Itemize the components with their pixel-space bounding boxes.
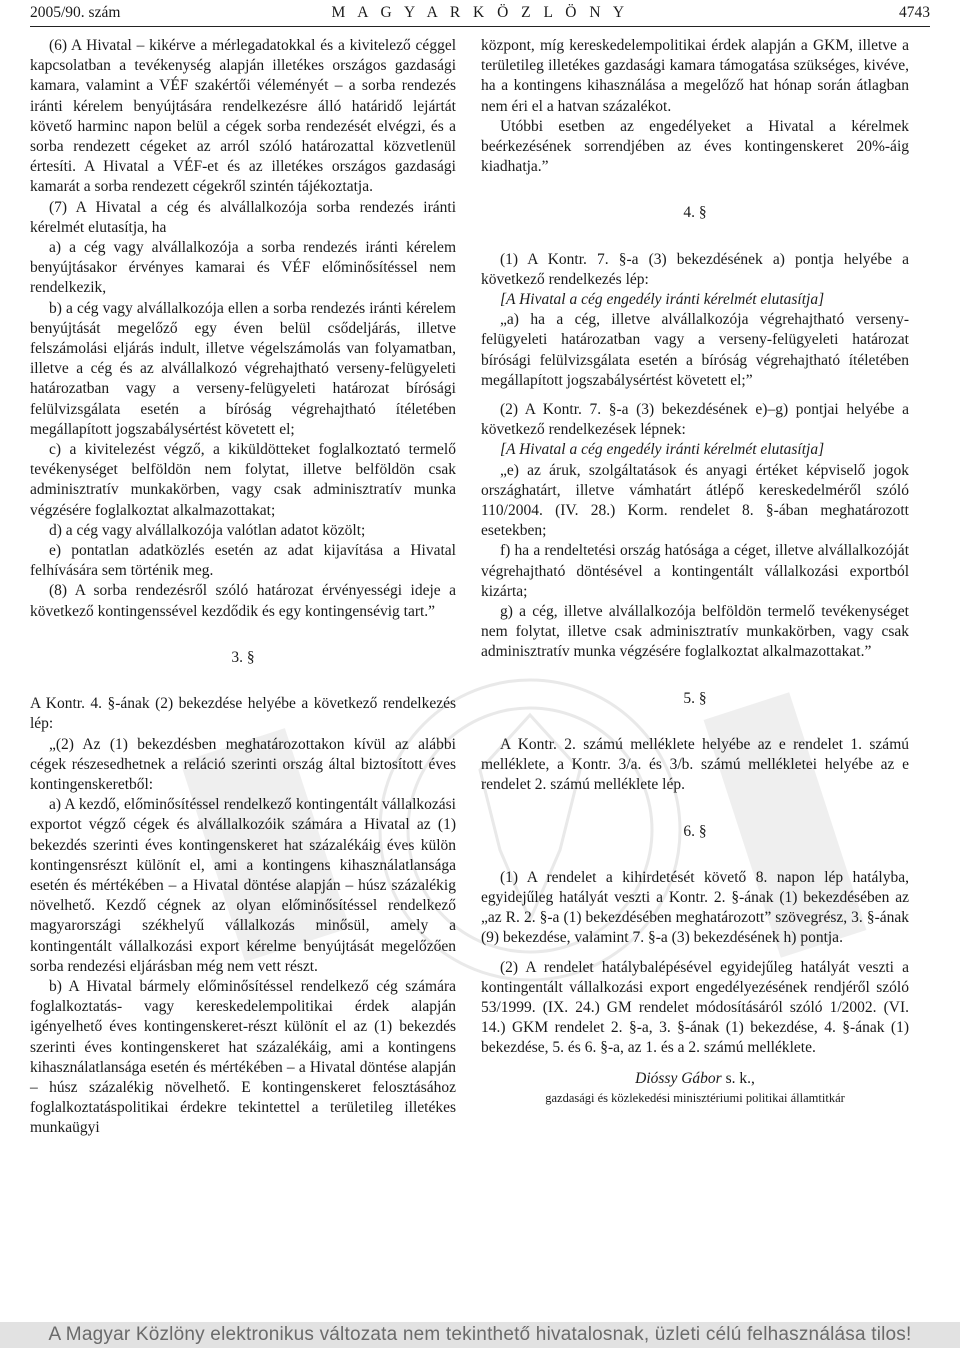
paragraph: „(2) Az (1) bekezdésben meghatározottakon kívül az alábbi cégek részesedhetnek a reláció szerinti ország által biztosított éves kontingenskeretből:	[30, 735, 456, 793]
section-heading: 4. §	[683, 204, 707, 222]
paragraph: c) a kivitelezést végző, a kiküldötteket foglalkoztató termelő tevékenységet belföldön nem folytat, illetve belföldön csak adminisztratív munkakörben, vagy csak adminisztratív munka végzésére foglalkoztat alkalmazottakat;	[30, 441, 456, 519]
issue-number: 2005/90. szám	[30, 4, 121, 21]
paragraph: a) A kezdő, előminősítéssel rendelkező kontingentált vállalkozási exportot végző cégek és alvállalkozóik számára a Hivatal az (1) bekezdés szerinti éves kontingenskeret hat százalékáig éves külön kontingensrészt különít el, ami a kontingens kihasználatlansága esetén és mértékében – a Hivatal döntése alapján – húsz százalékig növelhető. Kezdő cégnek az olyan előminősítéssel rendelkező magyarországi székhelyű vállalkozás minősül, amely a kontingentált vállalkozási export kérelme benyújtását megelőzően sorba rendezési eljárásban még nem vett részt.	[30, 796, 456, 975]
paragraph: e) pontatlan adatközlés esetén az adat kijavítása a Hivatal felhívására sem történik meg.	[30, 542, 456, 580]
paragraph: d) a cég vagy alvállalkozója valótlan adatot közölt;	[49, 521, 366, 539]
header-rule	[30, 26, 930, 27]
paragraph: A Kontr. 4. §-ának (2) bekezdése helyébe a következő rendelkezés lép:	[30, 695, 456, 733]
paragraph: „e) az áruk, szolgáltatások és anyagi értéket képviselő jogok országhatárt, illetve vámhatárt átlépő kereskedelméről szóló 110/2004. (IV. 28.) Korm. rendelet 8. §-ában meghatározott esetekben;	[481, 461, 909, 540]
paragraph: (7) A Hivatal a cég és alvállalkozója sorba rendezés iránti kérelmét elutasítja, ha	[30, 198, 456, 236]
section-heading: 5. §	[683, 689, 707, 707]
paragraph: (2) A rendelet hatálybalépésével egyidejűleg hatályát veszti a kontingentált vállalkozási export engedélyezésének rendjéről szóló 53/1999. (IX. 24.) GM rendelet módosításáról szóló 1/2002. (VI. 14.) GKM rendelet 2. §-a, 3. §-ának (1) bekezdése, 4. §-ának (1) bekezdése, 5. és 6. §-a, az 1. és a 2. számú melléklete.	[481, 958, 909, 1057]
paragraph: f) ha a rendeltetési ország hatósága a céget, illetve alvállalkozóját végrehajtható döntésével a kontingentált vállalkozási exportból kizárta;	[481, 542, 909, 600]
footer-notice: A Magyar Közlöny elektronikus változata nem tekinthető hivatalosnak, üzleti célú felhasználása tilos!	[0, 1322, 960, 1348]
signature-suffix: s. k.,	[721, 1069, 755, 1087]
section-heading: 6. §	[683, 822, 707, 840]
paragraph: b) A Hivatal bármely előminősítéssel rendelkező cég számára foglalkoztatás- vagy kereskedelempolitikai érdek alapján igényelhető éves kontingenskeret-részt különít el az (1) bekezdés szerinti éves kontingenskeret hat százalékáig, ami a kontingens kihasználatlansága esetén és mértékében – a Hivatal döntése alapján – húsz százalékig növelhető. E kontingenskeret felosztásához foglalkoztatáspolitikai érdekre tekintettel a területileg illetékes munkaügyi	[30, 977, 456, 1137]
paragraph: [A Hivatal a cég engedély iránti kérelmét elutasítja]	[500, 291, 825, 309]
paragraph: b) a cég vagy alvállalkozója ellen a sorba rendezés iránti kérelem benyújtását megelőző egy éven belül csődeljárás, illetve felszámolási eljárás indult, illetve végelszámolás van folyamatban, illetve a cég és az alvállalkozó végrehajtható verseny-felügyeleti határozatban vagy a verseny-felügyeleti határozat bírósági felülvizsgálata esetén a bíróság végrehajtható ítéletében megállapított jogszabálysértést követett el;	[30, 299, 456, 438]
paragraph: központ, míg kereskedelempolitikai érdek alapján a GKM, illetve a területileg illetékes gazdasági kamara támogatása szükséges, kivéve, ha a kontingens kihasználása a megelőző hat hónap során átlagban nem éri el a hatvan százalékot.	[481, 37, 909, 115]
section-heading: 3. §	[231, 648, 255, 666]
paragraph: Utóbbi esetben az engedélyeket a Hivatal a kérelmek beérkezésének sorrendjében az éves kontingenskeret 20%-áig kiadhatja.”	[481, 117, 909, 176]
page-header	[30, 0, 930, 26]
signatory-role: gazdasági és közlekedési minisztériumi politikai államtitkár	[545, 1090, 845, 1105]
paragraph: A Kontr. 2. számú melléklete helyébe az e rendelet 1. számú melléklete, a Kontr. 3/a. és 3/b. számú mellékletei helyébe az e rendelet 2. számú melléklete lép.	[481, 735, 909, 794]
paragraph: (6) A Hivatal – kikérve a mérlegadatokkal és a kivitelező céggel kapcsolatban a tevékenység alapján illetékes országos gazdasági kamara, valamint a VÉF szakértői véleményét – a sorba rendezés iránti kérelem benyújtására rendelkezésre álló határidő lejártát követő harminc napon belül a cégek sorba rendezését elvégzi, és a sorba rendezett cégeket az arról szóló határozattal közvetlenül értesíti. A Hivatal a VÉF-et és az illetékes országos gazdasági kamarát a sorba rendezett cégekről szintén tájékoztatja.	[30, 37, 456, 196]
paragraph: (1) A Kontr. 7. §-a (3) bekezdésének a) pontja helyébe a következő rendelkezés lép:	[481, 250, 909, 288]
right-column	[481, 36, 909, 1107]
journal-title: M A G Y A R K Ö Z L Ö N Y	[331, 4, 629, 21]
paragraph: (8) A sorba rendezésről szóló határozat érvényességi ideje a következő kontingenssével kezdődik és egy kontingensévig tart.”	[30, 582, 456, 620]
paragraph: (2) A Kontr. 7. §-a (3) bekezdésének e)–g) pontjai helyébe a következő rendelkezések lépnek:	[481, 401, 909, 439]
signatory-name: Dióssy Gábor	[635, 1069, 722, 1087]
paragraph: g) a cég, illetve alvállalkozója belföldön termelő tevékenységet nem folytat, illetve csak adminisztratív munkakörben, vagy csak adminisztratív munka végzésére foglalkoztat alkalmazottakat.”	[481, 603, 909, 661]
paragraph: (1) A rendelet a kihirdetését követő 8. napon lép hatályba, egyidejűleg hatályát veszti a Kontr. 2. §-ának (1) bekezdésében az „az R. 2. §-a (1) bekezdésében meghatározott” szövegrész, 3. §-ának (9) bekezdése, valamint 7. §-a (3) bekezdésének h) pontja.	[481, 868, 909, 947]
paragraph: a) a cég vagy alvállalkozója a sorba rendezés iránti kérelem benyújtásakor érvényes kamarai és VÉF előminősítéssel nem rendelkezik,	[30, 239, 456, 297]
signature	[481, 1069, 909, 1089]
paragraph: „a) ha a cég, illetve alvállalkozója végrehajtható verseny-felügyeleti határozatban vagy a verseny-felügyeleti határozat bírósági felülvizsgálata esetén a bíróság végrehajtható ítéletében megállapított jogszabálysértést követett el;”	[481, 311, 909, 389]
left-column	[30, 36, 456, 1139]
paragraph: [A Hivatal a cég engedély iránti kérelmét elutasítja]	[500, 441, 825, 459]
page-number: 4743	[899, 4, 930, 21]
